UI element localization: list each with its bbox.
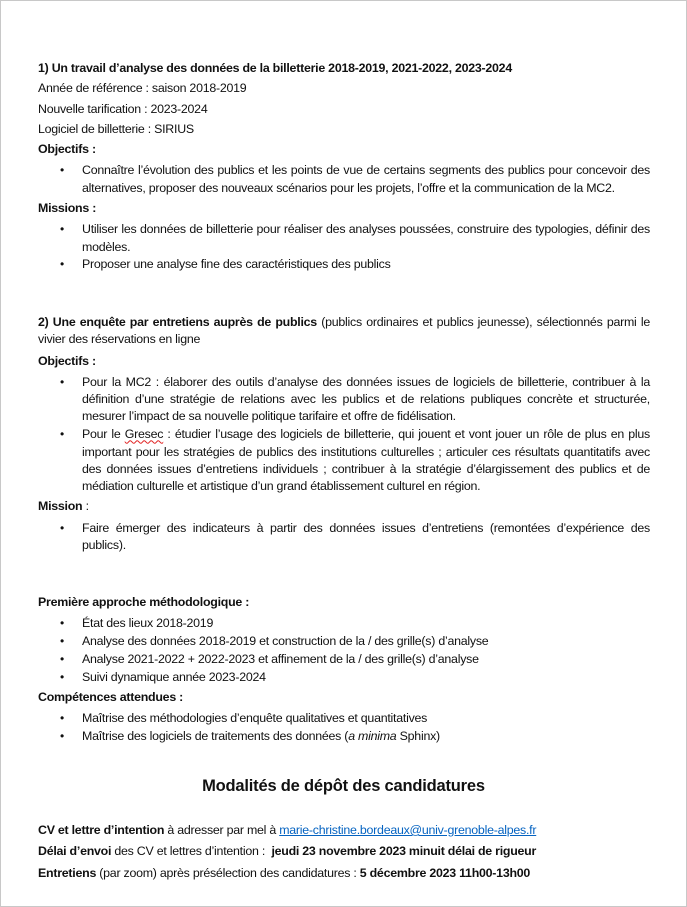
interviews-date: 5 décembre 2023 11h00-13h00 — [359, 865, 531, 880]
text: Pour le — [82, 427, 125, 442]
colon: : — [82, 499, 89, 514]
objectifs-list — [38, 162, 650, 197]
competences-label: Compétences attendues : — [38, 689, 184, 704]
cv-bold: CV et lettre d’intention — [38, 823, 165, 837]
list-item: • Analyse des données 2018-2019 et construction de la / des grille(s) d’analyse — [38, 633, 650, 650]
methodology-label: Première approche méthodologique : — [38, 595, 250, 609]
list-item: • Faire émerger des indicateurs à partir des données issues d’entretiens (remontées d’expérience des publics). — [38, 520, 650, 555]
objectifs-label: Objectifs : — [38, 142, 96, 157]
list-item: • Analyse 2021-2022 + 2022-2023 et affinement de la / des grille(s) d’analyse — [38, 651, 650, 668]
section-2-title — [38, 314, 650, 349]
text: Sphinx) — [396, 729, 440, 744]
list-item — [38, 728, 650, 745]
email-link[interactable]: marie-christine.bordeaux@univ-grenoble-alpes.fr — [279, 823, 537, 837]
text: Maîtrise des logiciels de traitements des données ( — [82, 729, 349, 744]
ticketing-software: Logiciel de billetterie : SIRIUS — [38, 121, 194, 136]
methodology-list — [38, 615, 650, 686]
misspelled-word: Gresec — [124, 427, 164, 442]
section-1 — [38, 60, 650, 274]
section-2 — [38, 314, 650, 555]
reference-year: Année de référence : saison 2018-2019 — [38, 81, 247, 96]
list-item: • État des lieux 2018-2019 — [38, 615, 650, 632]
list-item: • Pour la MC2 : élaborer des outils d’analyse des données issues de logiciels de billetterie, contribuer à la définition d’une stratégie de relations avec les publics et de relations publiques concrète et structurée, mesurer l’impact de sa nouvelle politique tarifaire et offre de fidélisation. — [38, 374, 650, 426]
deadline-date: jeudi 23 novembre 2023 minuit délai de rigueur — [271, 844, 537, 859]
section-2-title-rest: (publics ordinaires et publics jeunesse), sélectionnés parmi le vivier des réservations en ligne — [38, 315, 650, 347]
methodology-section — [38, 594, 650, 746]
list-item: • Utiliser les données de billetterie pour réaliser des analyses poussées, construire des typologies, définir des modèles. — [38, 221, 650, 256]
cv-line — [38, 822, 650, 839]
list-item: • Connaître l’évolution des publics et les points de vue de certains segments des publics pour concevoir des alternatives, proposer des nouveaux scénarios pour les projets, l’offre et la communication de la MC2. — [38, 162, 650, 197]
competences-list — [38, 710, 650, 745]
deadline-bold: Délai d’envoi — [38, 844, 112, 859]
new-pricing: Nouvelle tarification : 2023-2024 — [38, 101, 208, 116]
list-item — [38, 426, 650, 495]
objectifs-list — [38, 374, 650, 496]
italic-text: a minima — [348, 729, 397, 744]
text: à adresser par mel à — [164, 823, 280, 837]
depot-heading: Modalités de dépôt des candidatures — [202, 777, 485, 795]
section-1-title: 1) Un travail d’analyse des données de la billetterie 2018-2019, 2021-2022, 2023-2024 — [38, 61, 512, 75]
text: (par zoom) après présélection des candidatures : — [96, 865, 360, 880]
mission-label — [38, 498, 650, 515]
missions-label: Missions : — [38, 201, 97, 216]
list-item: • Maîtrise des méthodologies d’enquête qualitatives et quantitatives — [38, 710, 650, 727]
mission-label-bold: Mission — [38, 499, 83, 514]
interviews-line — [38, 865, 650, 882]
depot-section — [38, 822, 650, 882]
list-item: • Suivi dynamique année 2023-2024 — [38, 669, 650, 686]
objectifs-label: Objectifs : — [38, 353, 96, 368]
missions-list — [38, 221, 650, 273]
deadline-line — [38, 843, 650, 860]
text: des CV et lettres d’intention : — [111, 844, 272, 859]
mission-list — [38, 520, 650, 555]
list-item: • Proposer une analyse fine des caractéristiques des publics — [38, 256, 650, 273]
interviews-bold: Entretiens — [38, 865, 97, 880]
section-2-title-bold: 2) Une enquête par entretiens auprès de publics — [38, 315, 317, 329]
text: : étudier l’usage des logiciels de billetterie, qui jouent et vont jouer un rôle de plus en plus important pour les stratégies de publics des institutions culturelles ; articuler ces résultats quantitatifs avec des données issues d’entretiens individuels ; contribuer à la stratégie d’élargissement des publics et de médiation culturelle et artistique d’un grand établissement culturel en région. — [82, 427, 650, 494]
